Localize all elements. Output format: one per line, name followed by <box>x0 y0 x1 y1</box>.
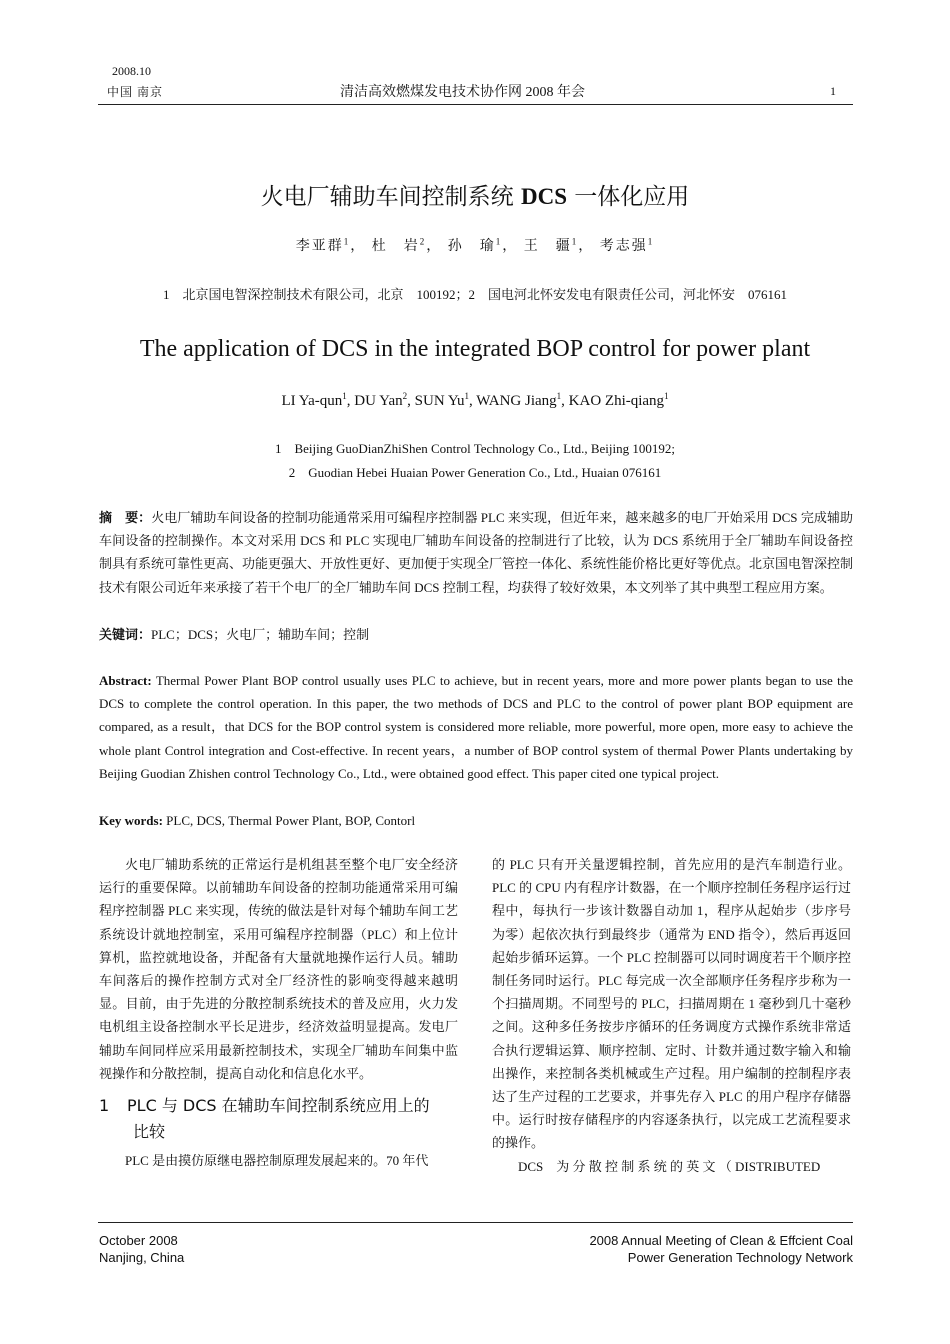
header-page-number: 1 <box>830 84 836 98</box>
abstract-chinese-text: 火电厂辅助车间设备的控制功能通常采用可编程序控制器 PLC 来实现，但近年来，越来越多的电厂开始采用 DCS 完成辅助车间设备的控制操作。本文对采用 DCS 和 PLC 实现电厂辅助车间设备的控制进行了比较，认为 DCS 系统用于全厂辅助车间设备控制具有系统可靠性更高、功能更强大、开放性更好、更加便于实现全厂管控一体化、系统性能价格比更好等优点。北京国电智深控制技术有限公司近年来承接了若干个电厂的全厂辅助车间 DCS 控制工程，均获得了较好效果，本文列举了其中典型工程应用方案。 <box>99 510 854 595</box>
header-city: 中国 南京 <box>107 85 164 99</box>
author-en: WANG Jiang <box>476 393 557 409</box>
footer-rule <box>98 1222 853 1223</box>
affiliation-chinese: 1 北京国电智深控制技术有限公司，北京 100192；2 国电河北怀安发电有限责任公司，河北怀安 076161 <box>162 287 787 302</box>
body-right-paragraph-2: DCS 为 分 散 控 制 系 统 的 英 文 （ DISTRIBUTED <box>518 1158 821 1174</box>
keywords-english-label: Key words: <box>99 813 163 828</box>
affiliation-english-2: 2 Guodian Hebei Huaian Power Generation Co., Ltd., Huaian 076161 <box>288 465 662 480</box>
keywords-chinese-text: PLC；DCS；火电厂；辅助车间；控制 <box>151 627 370 642</box>
author-en: LI Ya-qun <box>281 393 343 409</box>
section-heading-1 <box>99 1093 458 1145</box>
abstract-chinese <box>99 506 853 599</box>
header-date: 2008.10 <box>112 64 151 78</box>
abstract-chinese-label: 摘 要： <box>99 510 152 525</box>
body-left-paragraph-1: 火电厂辅助系统的正常运行是机组甚至整个电厂安全经济运行的重要保障。以前辅助车间设备的控制功能通常采用可编程序控制器 PLC 来实现，传统的做法是针对每个辅助车间工艺系统设计就地控制室，采用可编程序控制器（PLC）和上位计算机，监控就地设备，并配备有大量就地操作运行人员。辅助车间落后的操作控制方式对全厂经济性的影响变得越来越明显。目前，由于先进的分散控制系统技术的普及应用，火力发电机组主设备控制水平长足进步，经济效益明显提高。发电厂辅助车间同样应采用最新控制技术，实现全厂辅助车间集中监视操作和分散控制，提高自动化和信息化水平。 <box>99 857 458 1081</box>
body-right-paragraph-1: 的 PLC 只有开关量逻辑控制，首先应用的是汽车制造行业。PLC 的 CPU 内有程序计数器，在一个顺序控制任务程序运行过程中，每执行一步该计数器自动加 1，程序从起始步（步序号为零）起依次执行到最终步（通常为 END 指令），然后再返回起始步循环运算。一个 PLC 控制器可以同时调度若干个顺序控制任务同时运行。PLC 每完成一次全部顺序任务程序步称为一个扫描周期。不同型号的 PLC，扫描周期在 1 毫秒到几十毫秒之间。这种多任务按步序循环的任务调度方式操作系统非常适合执行逻辑运算、顺序控制、定时、计数并通过数字输入和输出操作，来控制各类机械或生产过程。用户编制的控制程序表达了生产过程的工艺要求，并事先存入 PLC 的用户程序存储器中。运行时按存储程序的内容逐条执行，以完成工艺流程要求的操作。 <box>492 857 851 1151</box>
footer-right <box>589 1232 853 1266</box>
footer-left <box>99 1232 184 1266</box>
section-number: 1 <box>99 1096 110 1116</box>
abstract-english <box>99 669 853 785</box>
author-cn: 王 疆 <box>523 239 572 254</box>
body-right-column <box>492 853 851 1178</box>
author-cn: 杜 岩 <box>371 239 420 254</box>
header-conference: 清洁高效燃煤发电技术协作网 2008 年会 <box>340 85 585 100</box>
author-cn-sup: 1 <box>343 236 351 247</box>
author-cn-sup: 1 <box>495 236 503 247</box>
title-chinese-part1: 火电厂辅助车间控制系统 <box>260 184 521 210</box>
footer-date: October 2008 <box>99 1233 178 1248</box>
title-chinese-part2: 一体化应用 <box>567 184 690 210</box>
footer-location: Nanjing, China <box>99 1250 185 1265</box>
abstract-english-label: Abstract: <box>99 673 152 688</box>
keywords-chinese-label: 关键词： <box>99 627 152 642</box>
affiliation-english-1: 1 Beijing GuoDianZhiShen Control Technology Co., Ltd., Beijing 100192; <box>274 441 676 456</box>
authors-chinese: 李亚群$^1$， 杜 岩$^2$， 孙 瑜$^1$， 王 疆$^1$， 考志强$^1$ <box>295 236 655 254</box>
author-en-sup: 1 <box>464 391 470 401</box>
author-cn: 孙 瑜 <box>447 239 496 254</box>
title-chinese <box>0 178 950 211</box>
keywords-english-text: PLC, DCS, Thermal Power Plant, BOP, Contorl <box>162 813 416 828</box>
author-en: KAO Zhi-qiang <box>568 393 665 409</box>
author-en: SUN Yu <box>414 393 465 409</box>
author-cn: 李亚群 <box>295 239 344 254</box>
author-en-sup: 1 <box>664 391 669 401</box>
section-title-line2: 比较 <box>133 1122 166 1142</box>
author-cn: 考志强 <box>599 239 648 254</box>
author-en-sup: 2 <box>402 391 408 401</box>
body-left-column <box>99 853 458 1172</box>
title-english: The application of DCS in the integrated BOP control for power plant <box>139 336 811 362</box>
author-en: DU Yan <box>354 393 403 409</box>
title-chinese-bold: DCS <box>520 184 567 209</box>
author-en-sup: 1 <box>342 391 347 401</box>
author-cn-sup: 1 <box>571 236 579 247</box>
abstract-english-text: Thermal Power Plant BOP control usually uses PLC to achieve, but in recent years, more and more power plants began to use the DCS to complete the control operation. In this paper, the two methods of DCS and PLC to the control of power plant BOP equipment are compared, as a result，that DCS for the BOP control system is considered more reliable, more powerful, more open, more easy to achieve the whole plant Control integration and Cost-effective. In recent years，a number of BOP control system of thermal Power Plants undertaking by Beijing Guodian Zhishen control Technology Co., Ltd., were obtained good effect. This paper cited one typical project. <box>99 673 853 781</box>
author-en-sup: 1 <box>556 391 562 401</box>
author-cn-sup: 2 <box>419 236 427 247</box>
section-title-line1: PLC 与 DCS 在辅助车间控制系统应用上的 <box>127 1096 430 1116</box>
keywords-english <box>99 809 853 832</box>
header-rule <box>98 104 853 105</box>
body-left-paragraph-2: PLC 是由摸仿原继电器控制原理发展起来的。70 年代 <box>125 1153 429 1169</box>
footer-conference-line1: 2008 Annual Meeting of Clean & Effcient Coal <box>589 1233 853 1248</box>
author-cn-sup: 1 <box>647 236 655 247</box>
footer-conference-line2: Power Generation Technology Network <box>627 1250 853 1265</box>
authors-english: LI Ya-qun$^1$, DU Yan$^2$, SUN Yu$^1$, WANG Jiang$^1$, KAO Zhi-qiang$^1$ <box>281 391 669 409</box>
keywords-chinese <box>99 624 369 643</box>
